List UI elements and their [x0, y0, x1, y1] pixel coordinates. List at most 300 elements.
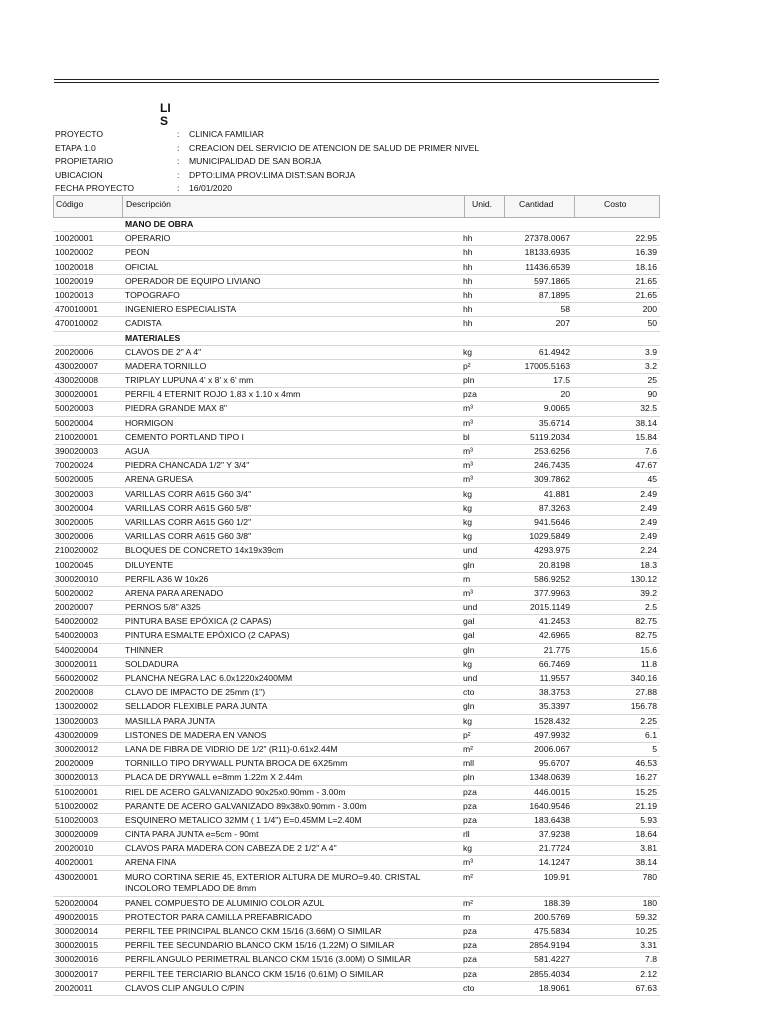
cell-description: ARENA FINA — [125, 857, 177, 868]
cell-description: PERFIL TEE TERCIARIO BLANCO CKM 15/16 (0.61M) O SIMILAR — [125, 968, 384, 979]
cell-quantity: 246.7435 — [534, 460, 570, 471]
cell-cost: 32.5 — [640, 403, 657, 414]
cell-cost: 3.81 — [640, 843, 657, 854]
cell-cost: 22.95 — [635, 233, 657, 244]
cell-code: 560020002 — [55, 673, 99, 683]
cell-quantity: 35.3397 — [538, 701, 570, 712]
cell-cost: 2.25 — [640, 715, 657, 726]
cell-code: 40020001 — [55, 857, 94, 868]
header-quantity: Cantidad — [519, 199, 554, 209]
cell-description: PEON — [125, 247, 150, 258]
cell-cost: 90 — [647, 389, 657, 400]
cell-code: 390020003 — [55, 446, 99, 456]
project-info-value: CREACION DEL SERVICIO DE ATENCION DE SALUD DE PRIMER NIVEL — [189, 142, 480, 153]
cell-cost: 50 — [647, 318, 657, 329]
cell-quantity: 253.6256 — [534, 446, 570, 456]
cell-unit: hh — [463, 275, 473, 286]
cell-quantity: 66.7469 — [538, 658, 570, 669]
cell-code: 10020019 — [55, 275, 94, 286]
cell-description: SOLDADURA — [125, 658, 179, 669]
cell-cost: 2.49 — [640, 516, 657, 527]
cell-unit: gln — [463, 701, 475, 712]
cell-quantity: 377.9963 — [534, 587, 570, 598]
header-description: Descripción — [126, 199, 171, 209]
cell-quantity: 18133.6935 — [524, 247, 570, 258]
table-row — [53, 757, 660, 771]
resource-table — [53, 195, 660, 996]
project-info-label: FECHA PROYECTO — [55, 183, 135, 193]
cell-cost: 2.49 — [640, 502, 657, 513]
cell-cost: 180 — [642, 897, 657, 908]
cell-unit: m² — [463, 897, 474, 908]
cell-unit: hh — [463, 247, 473, 258]
cell-quantity: 2854.9194 — [529, 940, 570, 951]
cell-quantity: 207 — [555, 318, 570, 329]
cell-quantity: 58 — [560, 304, 570, 315]
cell-code: 510020003 — [55, 814, 99, 825]
cell-description: VARILLAS CORR A615 G60 3/4" — [125, 488, 252, 499]
table-row — [53, 786, 660, 800]
cell-description: CINTA PARA JUNTA e=5cm - 90mt — [125, 829, 259, 840]
cell-code: 430020009 — [55, 729, 99, 740]
cell-cost: 15.6 — [640, 644, 657, 655]
cell-description: PERFIL TEE SECUNDARIO BLANCO CKM 15/16 (1.22M) O SIMILAR — [125, 940, 395, 951]
cell-unit: pza — [463, 926, 477, 936]
cell-code: 10020013 — [55, 289, 94, 300]
cell-cost: 21.65 — [635, 275, 657, 286]
cell-quantity: 1348.0639 — [529, 772, 570, 783]
cell-quantity: 941.5646 — [534, 516, 570, 527]
cell-description: OPERADOR DE EQUIPO LIVIANO — [125, 275, 261, 286]
cell-code: 520020004 — [55, 897, 99, 908]
project-info-row — [55, 155, 655, 169]
project-info-separator: : — [177, 183, 180, 193]
cell-quantity: 188.39 — [543, 897, 570, 908]
cell-unit: m³ — [463, 446, 474, 456]
cell-quantity: 4293.975 — [534, 545, 570, 556]
cell-code: 20020008 — [55, 687, 94, 698]
cell-unit: pza — [463, 968, 477, 979]
table-row — [53, 615, 660, 629]
project-info — [55, 128, 655, 196]
table-row — [53, 374, 660, 388]
cell-quantity: 9.0065 — [543, 403, 570, 414]
cell-code: 300020015 — [55, 940, 99, 951]
cell-unit: m³ — [463, 403, 474, 414]
project-info-label: UBICACION — [55, 169, 103, 180]
table-row — [53, 897, 660, 911]
table-row — [53, 417, 660, 431]
cell-quantity: 2855.4034 — [529, 968, 570, 979]
header-divider — [504, 196, 505, 217]
table-row — [53, 953, 660, 967]
cell-cost: 46.53 — [635, 758, 657, 769]
cell-cost: 25 — [647, 375, 657, 386]
cell-description: ESQUINERO METALICO 32MM ( 1 1/4") E=0.45MM L=2.40M — [125, 814, 362, 825]
cell-cost: 3.31 — [640, 940, 657, 951]
cell-description: PANEL COMPUESTO DE ALUMINIO COLOR AZUL — [125, 897, 325, 908]
cell-cost: 7.6 — [645, 446, 657, 456]
cell-code: 300020010 — [55, 573, 99, 584]
cell-cost: 5.93 — [640, 814, 657, 825]
cell-quantity: 1528.432 — [534, 715, 570, 726]
table-row — [53, 502, 660, 516]
cell-cost: 21.19 — [635, 800, 657, 811]
cell-code: 50020005 — [55, 474, 94, 485]
cell-quantity: 18.9061 — [538, 982, 570, 993]
cell-description: VARILLAS CORR A615 G60 1/2" — [125, 516, 252, 527]
cell-description: PLACA DE DRYWALL e=8mm 1.22m X 2.44m — [125, 772, 303, 783]
cell-code: 430020008 — [55, 375, 99, 386]
cell-cost: 82.75 — [635, 630, 657, 641]
cell-code: 540020004 — [55, 644, 99, 655]
cell-code: 50020002 — [55, 587, 94, 598]
cell-cost: 21.65 — [635, 289, 657, 300]
project-info-row — [55, 169, 655, 183]
cell-description: TRIPLAY LUPUNA 4' x 8' x 6' mm — [125, 375, 254, 386]
cell-quantity: 1640.9546 — [529, 800, 570, 811]
cell-code: 300020014 — [55, 926, 99, 936]
header-code: Código — [56, 199, 84, 209]
table-header — [53, 195, 660, 218]
cell-quantity: 309.7862 — [534, 474, 570, 485]
cell-cost: 780 — [642, 871, 657, 882]
cell-unit: hh — [463, 289, 473, 300]
cell-code: 70020024 — [55, 460, 94, 471]
cell-quantity: 61.4942 — [538, 346, 570, 357]
table-row — [53, 275, 660, 289]
cell-unit: cto — [463, 982, 475, 993]
table-row — [53, 473, 660, 487]
cell-code: 430020001 — [55, 871, 99, 882]
cell-code: 510020001 — [55, 786, 99, 797]
cell-cost: 18.16 — [635, 261, 657, 272]
header-unit: Unid. — [472, 199, 493, 209]
cell-unit: hh — [463, 261, 473, 272]
cell-unit: pln — [463, 772, 475, 783]
cell-quantity: 586.9252 — [534, 573, 570, 584]
cell-code: 210020001 — [55, 431, 99, 442]
table-row — [53, 573, 660, 587]
table-row — [53, 672, 660, 686]
cell-code: 540020003 — [55, 630, 99, 641]
table-row — [53, 346, 660, 360]
cell-unit: und — [463, 545, 478, 556]
cell-unit: rll — [463, 829, 470, 840]
table-row — [53, 871, 660, 897]
cell-unit: p² — [463, 729, 471, 740]
cell-cost: 16.39 — [635, 247, 657, 258]
table-row — [53, 828, 660, 842]
table-row — [53, 842, 660, 856]
cell-description: OFICIAL — [125, 261, 159, 272]
cell-cost: 38.14 — [635, 857, 657, 868]
cell-unit: m³ — [463, 460, 474, 471]
cell-code: 130020003 — [55, 715, 99, 726]
cell-unit: kg — [463, 516, 473, 527]
cell-code: 300020012 — [55, 743, 99, 754]
cell-cost: 3.2 — [645, 360, 657, 371]
cell-cost: 3.9 — [645, 346, 657, 357]
table-row — [53, 771, 660, 785]
table-row — [53, 587, 660, 601]
cell-description: OPERARIO — [125, 233, 171, 244]
cell-unit: kg — [463, 531, 473, 542]
cell-code: 20020009 — [55, 758, 94, 769]
cell-code: 430020007 — [55, 360, 99, 371]
cell-unit: gal — [463, 616, 475, 627]
cell-quantity: 41.881 — [543, 488, 570, 499]
cell-quantity: 95.6707 — [538, 758, 570, 769]
cell-code: 300020009 — [55, 829, 99, 840]
header-divider — [464, 196, 465, 217]
cell-unit: bl — [463, 431, 470, 442]
cell-code: 30020004 — [55, 502, 94, 513]
table-row — [53, 544, 660, 558]
cell-description: ARENA PARA ARENADO — [125, 587, 224, 598]
table-row — [53, 743, 660, 757]
header-divider — [574, 196, 575, 217]
cell-description: CLAVOS CLIP ANGULO C/PIN — [125, 982, 245, 993]
cell-code: 210020002 — [55, 545, 99, 556]
cell-code: 20020007 — [55, 602, 94, 613]
cell-description: THINNER — [125, 644, 164, 655]
table-row — [53, 629, 660, 643]
header-cost: Costo — [604, 199, 627, 209]
table-row — [53, 289, 660, 303]
cell-unit: m² — [463, 871, 474, 882]
table-row — [53, 459, 660, 473]
table-row — [53, 982, 660, 996]
cell-code: 30020003 — [55, 488, 94, 499]
cell-quantity: 87.3263 — [538, 502, 570, 513]
cell-description: PERFIL A36 W 10x26 — [125, 573, 209, 584]
table-row — [53, 856, 660, 870]
cell-description: MASILLA PARA JUNTA — [125, 715, 215, 726]
cell-code: 300020013 — [55, 772, 99, 783]
cell-quantity: 497.9932 — [534, 729, 570, 740]
header-divider — [122, 196, 123, 217]
cell-code: 10020018 — [55, 261, 94, 272]
project-info-value: DPTO:LIMA PROV:LIMA DIST:SAN BORJA — [189, 169, 356, 180]
cell-unit: gal — [463, 630, 475, 641]
cell-description: CLAVO DE IMPACTO DE 25mm (1") — [125, 687, 266, 698]
cell-code: 490020015 — [55, 911, 99, 922]
cell-quantity: 581.4227 — [534, 954, 570, 965]
cell-unit: und — [463, 602, 478, 613]
cell-unit: pza — [463, 814, 477, 825]
cell-unit: kg — [463, 488, 473, 499]
cell-unit: cto — [463, 687, 475, 698]
cell-code: 510020002 — [55, 800, 99, 811]
cell-quantity: 2015.1149 — [530, 602, 570, 613]
cell-quantity: 20.8198 — [538, 559, 570, 570]
section-heading: MANO DE OBRA — [125, 219, 194, 229]
cell-cost: 2.24 — [640, 545, 657, 556]
cell-code: 130020002 — [55, 701, 99, 712]
cell-description: ARENA GRUESA — [125, 474, 193, 485]
table-row — [53, 261, 660, 275]
cell-unit: kg — [463, 346, 473, 357]
cell-quantity: 14.1247 — [538, 857, 570, 868]
cell-description: INGENIERO ESPECIALISTA — [125, 304, 237, 315]
cell-description: PINTURA ESMALTE EPÓXICO (2 CAPAS) — [125, 630, 290, 641]
cell-description: VARILLAS CORR A615 G60 3/8" — [125, 531, 252, 542]
table-row — [53, 715, 660, 729]
table-row — [53, 488, 660, 502]
cell-quantity: 475.5834 — [534, 926, 570, 936]
cell-cost: 18.64 — [635, 829, 657, 840]
cell-quantity: 17005.5163 — [524, 360, 570, 371]
cell-cost: 82.75 — [635, 616, 657, 627]
section-heading-row — [53, 332, 660, 346]
cell-unit: kg — [463, 715, 473, 726]
cell-unit: hh — [463, 304, 473, 315]
document-title: LIS — [160, 102, 171, 126]
table-row — [53, 402, 660, 416]
cell-cost: 67.63 — [635, 982, 657, 993]
cell-quantity: 37.9238 — [538, 829, 570, 840]
cell-description: CEMENTO PORTLAND TIPO I — [125, 431, 244, 442]
cell-unit: m² — [463, 743, 474, 754]
cell-code: 30020006 — [55, 531, 94, 542]
table-row — [53, 445, 660, 459]
project-info-value: MUNICIPALIDAD DE SAN BORJA — [189, 156, 322, 166]
project-info-separator: : — [177, 129, 180, 139]
cell-cost: 16.27 — [635, 772, 657, 783]
cell-description: RIEL DE ACERO GALVANIZADO 90x25x0.90mm - 3.00m — [125, 786, 346, 797]
cell-description: PLANCHA NEGRA LAC 6.0x1220x2400MM — [125, 673, 293, 683]
project-info-label: PROYECTO — [55, 129, 104, 139]
cell-cost: 38.14 — [635, 417, 657, 428]
cell-code: 300020017 — [55, 968, 99, 979]
cell-cost: 2.49 — [640, 488, 657, 499]
cell-code: 30020005 — [55, 516, 94, 527]
cell-description: PERFIL TEE PRINCIPAL BLANCO CKM 15/16 (3.66M) O SIMILAR — [125, 926, 382, 936]
project-info-row — [55, 142, 655, 156]
cell-unit: pza — [463, 786, 477, 797]
project-info-row — [55, 128, 655, 142]
cell-unit: pza — [463, 940, 477, 951]
table-row — [53, 360, 660, 374]
table-row — [53, 911, 660, 925]
project-info-row — [55, 182, 655, 196]
cell-quantity: 21.775 — [543, 644, 570, 655]
cell-unit: pza — [463, 389, 477, 400]
cell-description: TOPOGRAFO — [125, 289, 180, 300]
cell-cost: 10.25 — [635, 926, 657, 936]
cell-cost: 130.12 — [630, 573, 657, 584]
project-info-label: PROPIETARIO — [55, 156, 114, 166]
cell-quantity: 2006.067 — [534, 743, 570, 754]
cell-code: 10020045 — [55, 559, 94, 570]
cell-quantity: 27378.0067 — [524, 233, 570, 244]
section-heading: MATERIALES — [125, 332, 181, 343]
cell-code: 470010002 — [55, 318, 99, 329]
table-row — [53, 700, 660, 714]
table-row — [53, 658, 660, 672]
cell-description: PROTECTOR PARA CAMILLA PREFABRICADO — [125, 911, 312, 922]
cell-description: DILUYENTE — [125, 559, 174, 570]
cell-unit: gln — [463, 559, 475, 570]
table-row — [53, 431, 660, 445]
table-row — [53, 729, 660, 743]
cell-description: PERNOS 5/8" A325 — [125, 602, 201, 613]
cell-code: 20020011 — [55, 982, 93, 993]
cell-unit: m — [463, 573, 471, 584]
cell-description: LISTONES DE MADERA EN VANOS — [125, 729, 267, 740]
cell-unit: m — [463, 911, 471, 922]
table-row — [53, 530, 660, 544]
cell-code: 300020011 — [55, 658, 98, 669]
cell-quantity: 38.3753 — [538, 687, 570, 698]
cell-description: AGUA — [125, 446, 150, 456]
cell-unit: gln — [463, 644, 475, 655]
cell-code: 300020001 — [55, 389, 99, 400]
cell-cost: 7.8 — [645, 954, 657, 965]
table-row — [53, 800, 660, 814]
cell-quantity: 11436.6539 — [525, 261, 570, 272]
cell-quantity: 11.9557 — [539, 673, 570, 683]
cell-code: 470010001 — [55, 304, 99, 315]
cell-code: 20020006 — [55, 346, 94, 357]
cell-description: PIEDRA CHANCADA 1/2" Y 3/4" — [125, 460, 250, 471]
cell-quantity: 17.5 — [553, 375, 570, 386]
project-info-separator: : — [177, 169, 180, 180]
table-row — [53, 317, 660, 331]
table-row — [53, 303, 660, 317]
cell-description: MADERA TORNILLO — [125, 360, 207, 371]
cell-quantity: 1029.5849 — [529, 531, 570, 542]
cell-quantity: 41.2453 — [538, 616, 570, 627]
cell-quantity: 109.91 — [543, 871, 570, 882]
cell-quantity: 87.1895 — [538, 289, 570, 300]
project-info-label: ETAPA 1.0 — [55, 142, 96, 153]
cell-cost: 15.84 — [635, 431, 657, 442]
cell-description: TORNILLO TIPO DRYWALL PUNTA BROCA DE 6X25mm — [125, 758, 348, 769]
table-body — [53, 218, 660, 996]
cell-cost: 5 — [652, 743, 657, 754]
cell-code: 50020003 — [55, 403, 94, 414]
cell-unit: und — [463, 673, 478, 683]
cell-cost: 2.49 — [640, 531, 657, 542]
cell-cost: 39.2 — [640, 587, 657, 598]
table-row — [53, 939, 660, 953]
cell-quantity: 200.5769 — [534, 911, 570, 922]
cell-cost: 2.12 — [640, 968, 657, 979]
cell-quantity: 35.6714 — [538, 417, 570, 428]
cell-description: CLAVOS PARA MADERA CON CABEZA DE 2 1/2" A 4" — [125, 843, 337, 854]
cell-unit: p² — [463, 360, 471, 371]
cell-unit: m³ — [463, 417, 474, 428]
cell-quantity: 446.0015 — [534, 786, 570, 797]
cell-description: BLOQUES DE CONCRETO 14x19x39cm — [125, 545, 284, 556]
cell-unit: mll — [463, 758, 474, 769]
cell-quantity: 5119.2034 — [530, 431, 570, 442]
top-divider-line — [54, 79, 659, 80]
cell-code: 20020010 — [55, 843, 94, 854]
cell-description: PINTURA BASE EPÓXICA (2 CAPAS) — [125, 616, 272, 627]
cell-description: PERFIL 4 ETERNIT ROJO 1.83 x 1.10 x 4mm — [125, 389, 301, 400]
cell-unit: hh — [463, 233, 473, 244]
cell-unit: kg — [463, 658, 473, 669]
cell-cost: 11.8 — [640, 658, 657, 669]
cell-code: 300020016 — [55, 954, 99, 965]
cell-cost: 15.25 — [635, 786, 657, 797]
cell-cost: 27.88 — [635, 687, 657, 698]
cell-quantity: 183.6438 — [534, 814, 570, 825]
project-info-value: 16/01/2020 — [189, 183, 233, 193]
